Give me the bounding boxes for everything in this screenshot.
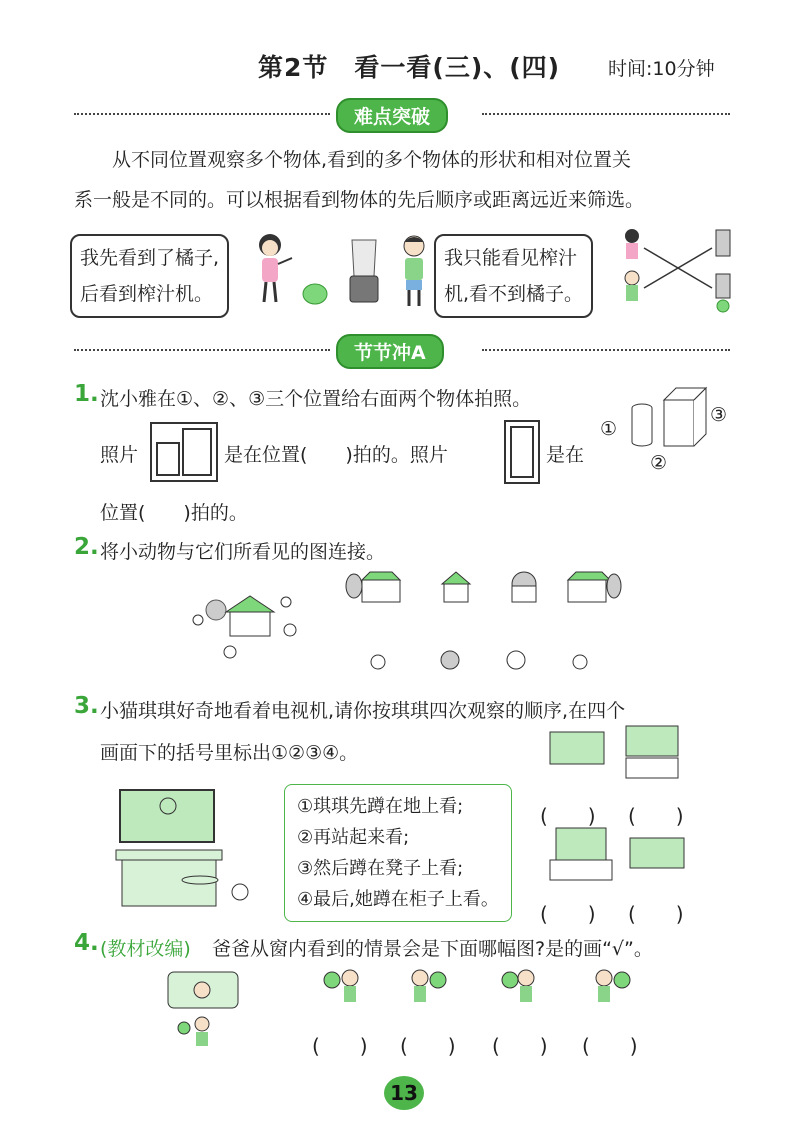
position-label-3: ③ [710, 404, 728, 426]
house-scene-icon [186, 590, 306, 670]
view-house-3-icon [504, 570, 544, 606]
question-number: 2. [74, 534, 99, 560]
photo-option-a [150, 422, 218, 482]
bubble-line: 我先看到了橘子, [80, 247, 220, 269]
question-number: 4. [74, 930, 99, 956]
question-text: 是在 [546, 444, 585, 466]
tall-rect [510, 426, 534, 478]
boy-figure-icon [396, 232, 436, 312]
answer-paren[interactable]: ( ) [312, 1034, 368, 1058]
bubble-line: 我只能看见榨汁 [444, 247, 578, 269]
divider [74, 349, 330, 351]
steps-box [284, 784, 512, 922]
step-item: ②再站起来看; [297, 827, 410, 848]
tv-view-1-icon [548, 724, 688, 784]
step-item: ①琪琪先蹲在地上看; [297, 796, 464, 817]
divider [482, 349, 730, 351]
tv-view-2-icon [548, 826, 688, 886]
bubble-line: 机,看不到橘子。 [444, 283, 584, 305]
question-text: 照片 [100, 444, 139, 466]
answer-paren[interactable]: ( ) [540, 902, 596, 926]
question-text: 爸爸从窗内看到的情景会是下面哪幅图?是的画“√”。 [212, 938, 653, 960]
juicer-icon [346, 236, 382, 306]
view-house-2-icon [438, 570, 474, 606]
answer-paren[interactable]: ( ) [492, 1034, 548, 1058]
step-item: ④最后,她蹲在柜子上看。 [297, 889, 499, 910]
question-text: 画面下的括号里标出①②③④。 [100, 742, 359, 764]
view-house-1-icon [344, 570, 404, 606]
page-number: 13 [384, 1076, 424, 1110]
answer-paren[interactable]: ( ) [400, 1034, 456, 1058]
time-limit: 时间:10分钟 [608, 58, 715, 80]
question-tag: (教材改编) [100, 938, 191, 960]
question-number: 3. [74, 693, 99, 719]
question-text: 沈小雅在①、②、③三个位置给右面两个物体拍照。 [100, 388, 532, 410]
answer-paren[interactable]: ( ) [628, 902, 684, 926]
position-label-1: ① [600, 418, 618, 440]
orange-icon [302, 282, 328, 306]
question-text: 是在位置( )拍的。照片 [224, 444, 448, 466]
divider [74, 113, 330, 115]
photo-option-b [504, 420, 540, 484]
question-number: 1. [74, 381, 99, 407]
question-text: 位置( )拍的。 [100, 502, 248, 524]
question-text: 将小动物与它们所看见的图连接。 [100, 541, 386, 563]
intro-paragraph-line1: 从不同位置观察多个物体,看到的多个物体的形状和相对位置关 [112, 149, 632, 171]
position-label-2: ② [650, 452, 668, 474]
divider [482, 113, 730, 115]
small-rect [156, 442, 180, 476]
tv-cabinet-scene-icon [112, 788, 272, 918]
matching-diagram [618, 226, 738, 312]
answer-paren[interactable]: ( ) [540, 804, 596, 828]
bubble-line: 后看到榨汁机。 [80, 283, 214, 305]
view-house-4-icon [566, 570, 622, 606]
balloon-kids-row-icon [316, 966, 646, 1026]
tall-rect [182, 428, 212, 476]
speech-bubble-girl [70, 234, 229, 318]
girl-figure-icon [240, 230, 310, 310]
section-label-practice: 节节冲A [336, 334, 444, 369]
window-scene-icon [162, 968, 244, 1058]
answer-paren[interactable]: ( ) [582, 1034, 638, 1058]
animals-row-icon [368, 648, 598, 674]
intro-paragraph-line2: 系一般是不同的。可以根据看到物体的先后顺序或距离远近来筛选。 [74, 189, 645, 211]
step-item: ③然后蹲在凳子上看; [297, 858, 464, 879]
page-title: 第2节 看一看(三)、(四) [258, 53, 561, 82]
section-label-difficulty: 难点突破 [336, 98, 448, 133]
speech-bubble-boy [434, 234, 593, 318]
question-text: 小猫琪琪好奇地看着电视机,请你按琪琪四次观察的顺序,在四个 [100, 700, 626, 722]
answer-paren[interactable]: ( ) [628, 804, 684, 828]
